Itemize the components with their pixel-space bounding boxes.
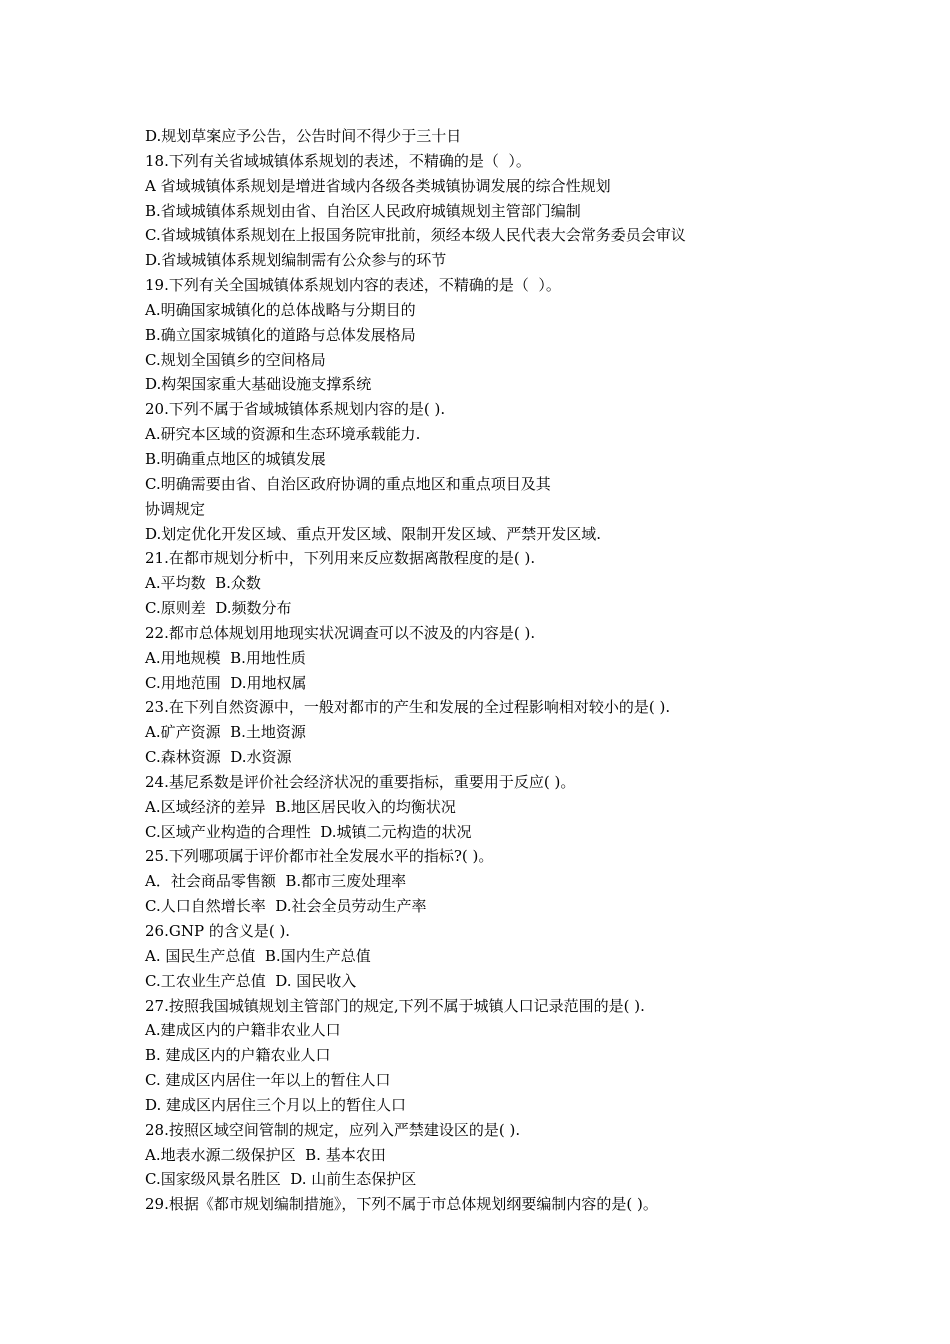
text-line: C.规划全国镇乡的空间格局 <box>145 350 326 369</box>
question-24-stem: 24.基尼系数是评价社会经济状况的重要指标，重要用于反应( )。 <box>145 772 576 791</box>
text-line: D.省域城镇体系规划编制需有公众参与的环节 <box>145 251 447 270</box>
text-line: C.用地范围 D.用地权属 <box>145 673 307 692</box>
text-line: A．社会商品零售额 B.都市三废处理率 <box>145 872 407 891</box>
text-line: A.地表水源二级保护区 B. 基本农田 <box>145 1145 386 1164</box>
text-line: A.平均数 B.众数 <box>145 574 261 593</box>
text-line: C.区域产业构造的合理性 D.城镇二元构造的状况 <box>145 822 472 841</box>
question-19-stem: 19.下列有关全国城镇体系规划内容的表述，不精确的是（ ）。 <box>145 276 561 295</box>
text-line: B. 建成区内的户籍农业人口 <box>145 1046 331 1065</box>
text-line: A.矿产资源 B.土地资源 <box>145 723 306 742</box>
text-line: D.构架国家重大基础设施支撑系统 <box>145 375 372 394</box>
text-line: A 省域城镇体系规划是增进省域内各级各类城镇协调发展的综合性规划 <box>145 176 611 195</box>
text-line: C.森林资源 D.水资源 <box>145 748 292 767</box>
text-line: C.明确需要由省、自治区政府协调的重点地区和重点项目及其 <box>145 474 551 493</box>
question-23-stem: 23.在下列自然资源中，一般对都市的产生和发展的全过程影响相对较小的是( ). <box>145 698 671 717</box>
question-21-stem: 21.在都市规划分析中，下列用来反应数据离散程度的是( ). <box>145 549 536 568</box>
question-26-stem: 26.GNP 的含义是( ). <box>145 922 291 940</box>
text-line: C. 建成区内居住一年以上的暂住人口 <box>145 1071 391 1090</box>
text-line: A.明确国家城镇化的总体战略与分期目的 <box>145 300 416 319</box>
text-line: D.规划草案应予公告，公告时间不得少于三十日 <box>145 127 462 145</box>
text-line: A.研究本区域的资源和生态环境承载能力. <box>145 425 421 444</box>
question-27-stem: 27.按照我国城镇规划主管部门的规定,下列不属于城镇人口记录范围的是( ). <box>145 996 645 1015</box>
text-line: A.区域经济的差异 B.地区居民收入的均衡状况 <box>145 797 456 816</box>
text-line: B.确立国家城镇化的道路与总体发展格局 <box>145 325 416 344</box>
text-line: D.划定优化开发区域、重点开发区域、限制开发区域、严禁开发区域. <box>145 524 602 543</box>
question-29-stem: 29.根据《都市规划编制措施》，下列不属于市总体规划纲要编制内容的是( )。 <box>145 1195 658 1214</box>
text-line: C.省域城镇体系规划在上报国务院审批前，须经本级人民代表大会常务委员会审议 <box>145 226 686 245</box>
text-line: A.建成区内的户籍非农业人口 <box>145 1021 341 1040</box>
text-line: 协调规定 <box>145 499 206 518</box>
text-line: C.原则差 D.频数分布 <box>145 599 292 618</box>
question-text-block <box>145 124 845 1217</box>
question-25-stem: 25.下列哪项属于评价都市社全发展水平的指标?( )。 <box>145 847 494 866</box>
text-line: C.工农业生产总值 D. 国民收入 <box>145 971 357 990</box>
question-22-stem: 22.都市总体规划用地现实状况调查可以不波及的内容是( ). <box>145 623 536 642</box>
text-line: A.用地规模 B.用地性质 <box>145 648 306 667</box>
question-18-stem: 18.下列有关省域城镇体系规划的表述，不精确的是（ ）。 <box>145 151 531 170</box>
text-line: B.省域城镇体系规划由省、自治区人民政府城镇规划主管部门编制 <box>145 201 581 220</box>
text-line: C.国家级风景名胜区 D. 山前生态保护区 <box>145 1170 417 1189</box>
text-line: A. 国民生产总值 B.国内生产总值 <box>145 946 371 965</box>
text-line: C.人口自然增长率 D.社会全员劳动生产率 <box>145 897 427 916</box>
question-20-stem: 20.下列不属于省域城镇体系规划内容的是( ). <box>145 400 446 419</box>
text-line: B.明确重点地区的城镇发展 <box>145 449 326 468</box>
text-line: D. 建成区内居住三个月以上的暂住人口 <box>145 1095 407 1114</box>
question-28-stem: 28.按照区域空间管制的规定，应列入严禁建设区的是( ). <box>145 1120 521 1139</box>
